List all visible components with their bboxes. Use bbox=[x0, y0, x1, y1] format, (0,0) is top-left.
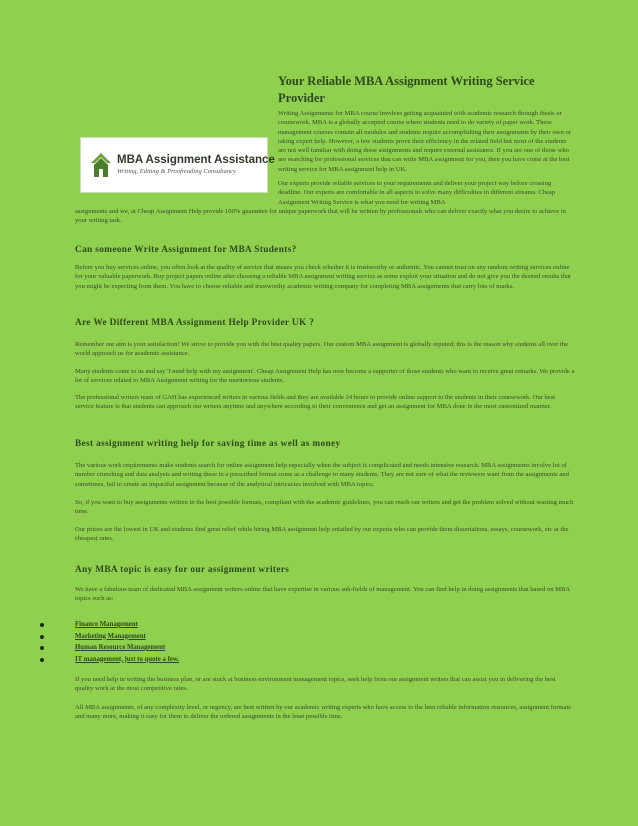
closing-paragraph-2: All MBA assignments, of any complexity level, or urgency, are best written by our academic writing experts who have access to the best reliable information resources, assignment formats and many more, making it easy for them to deliver the ordered assignments in the least possible time. bbox=[75, 704, 571, 721]
section-heading-best-assignment-help: Best assignment writing help for saving time as well as money bbox=[75, 439, 341, 449]
page-title: Your Reliable MBA Assignment Writing Service Provider bbox=[278, 74, 535, 105]
topic-link[interactable]: Finance Management bbox=[75, 621, 138, 628]
bullet-icon bbox=[40, 623, 44, 627]
topic-link[interactable]: IT management, just to quote a few. bbox=[75, 655, 180, 663]
section-3-paragraph-1: The various work requirements make students search for online assignment help especially when the subject is complicated and needs intensive research. MBA assignments involve lot of number crunching and data analysis and writing these in a prescribed format come as a challenge to many students. They are not sure of what the reviewers want from the assignments and sometimes, fail to create an impactful assignment because of the analytical intricacies involved with MBA topics. bbox=[75, 462, 569, 488]
section-3-paragraph-3: Our prices are the lowest in UK and students find great relief while hiring MBA assignment help entailed by our experts who can provide them dissertations, essays, coursework, etc at the cheapest rates. bbox=[75, 526, 569, 543]
section-heading-are-we-different: Are We Different MBA Assignment Help Provider UK ? bbox=[75, 318, 315, 328]
section-heading-any-mba-topic: Any MBA topic is easy for our assignment writers bbox=[75, 565, 290, 575]
logo-title: MBA Assignment Assistance bbox=[117, 154, 275, 166]
section-1-paragraph-1: Before you buy services online, you often look at the quality of service that means you check whether it is trustworthy or authentic. You cannot trust on any random writing services online for your valuable paperwork. Buy project papers online after choosing a reliable MBA assignment writing service as some exploit your situation and do not give you the desired results that you might be expecting from them. You have to choose reliable and trustworthy academic writing company for completing MBA assignments that carry lots of marks. bbox=[75, 264, 571, 290]
bullet-icon bbox=[40, 646, 44, 650]
topic-link[interactable]: Marketing Management bbox=[75, 632, 146, 640]
section-heading-can-someone-write: Can someone Write Assignment for MBA Students? bbox=[75, 245, 297, 255]
section-4-paragraph-1: We have a fabulous team of dedicated MBA assignment writers online that have expertise in various sub-fields of management. You can find help in doing assignments that based on MBA topics such as: bbox=[75, 586, 570, 603]
list-item[interactable] bbox=[40, 619, 540, 631]
section-2-paragraph-3: The professional writers team of GAH has experienced writers in various fields and they are available 24 hours to provide online support to the students in their coursework. Our best service feature is that students can approach our writers anytime and anywhere according to their convenience and get an assignment for MBA done in the most customized manner. bbox=[75, 394, 556, 411]
intro-paragraph-1: Writing Assignments for MBA course involves getting acquainted with academic research through thesis or coursework. MBA is a globally accepted course where students need to do variety of paper work. These management courses contain all modules and students require accomplishing their assignments by their own or taking expert help. However, a few students prove their efficiency in the related field but most of the students are not well familiar with doing these assignments and require external assistance. If you are one of those who are searching for professional services that can write MBA assignment for you, then you have come at the best writing service for MBA assignment help in UK. bbox=[278, 110, 571, 173]
intro-paragraph-2-continued: assignments and we, at Cheap Assignment Help provide 100% guarantee for unique paperwork that will be written by professionals who can deliver exactly what you desire to achieve in your writing task. bbox=[75, 208, 566, 225]
bullet-icon bbox=[40, 635, 44, 639]
bullet-icon bbox=[40, 658, 44, 662]
logo-mark-icon bbox=[89, 149, 113, 179]
section-3-paragraph-2: So, if you want to buy assignments written in the best possible formats, compliant with the academic guidelines, you can reach our writers and get the problem solved without wasting much time. bbox=[75, 499, 574, 516]
section-2-paragraph-2: Many students come to us and say 'I need help with my assignment'. Cheap Assignment Help has now become a supporter of those students who want to receive great remarks. We provide a lot of services related to MBA Assignment writing for the meritorious students. bbox=[75, 368, 575, 385]
section-2-paragraph-1: Remember our aim is your satisfaction! We strive to provide you with the best quality papers. Our custom MBA assignment is globally reputed; this is the reason why students all over the world approach us for academic assistance. bbox=[75, 341, 569, 358]
logo-subtitle: Writing, Editing & Proofreading Consultancy bbox=[117, 168, 236, 175]
topics-list bbox=[40, 619, 540, 665]
list-item[interactable] bbox=[40, 631, 540, 643]
list-item[interactable] bbox=[40, 654, 540, 666]
closing-paragraph-1: If you need help in writing the business plan, or are stuck at business environment management topics, seek help from our assignment writers that can assist you in delivering the best quality work at the most competitive rates. bbox=[75, 676, 556, 693]
topic-link[interactable]: Human Resource Management bbox=[75, 644, 166, 651]
list-item[interactable] bbox=[40, 642, 540, 654]
logo bbox=[80, 137, 275, 193]
intro-paragraph-2: Our experts provide reliable services to your requirements and deliver your project way before crossing deadline. Our experts are comfortable in all aspects to solve many difficulties in different streams. Cheap Assignment Writing Service is what you need for writing MBA bbox=[278, 180, 556, 206]
